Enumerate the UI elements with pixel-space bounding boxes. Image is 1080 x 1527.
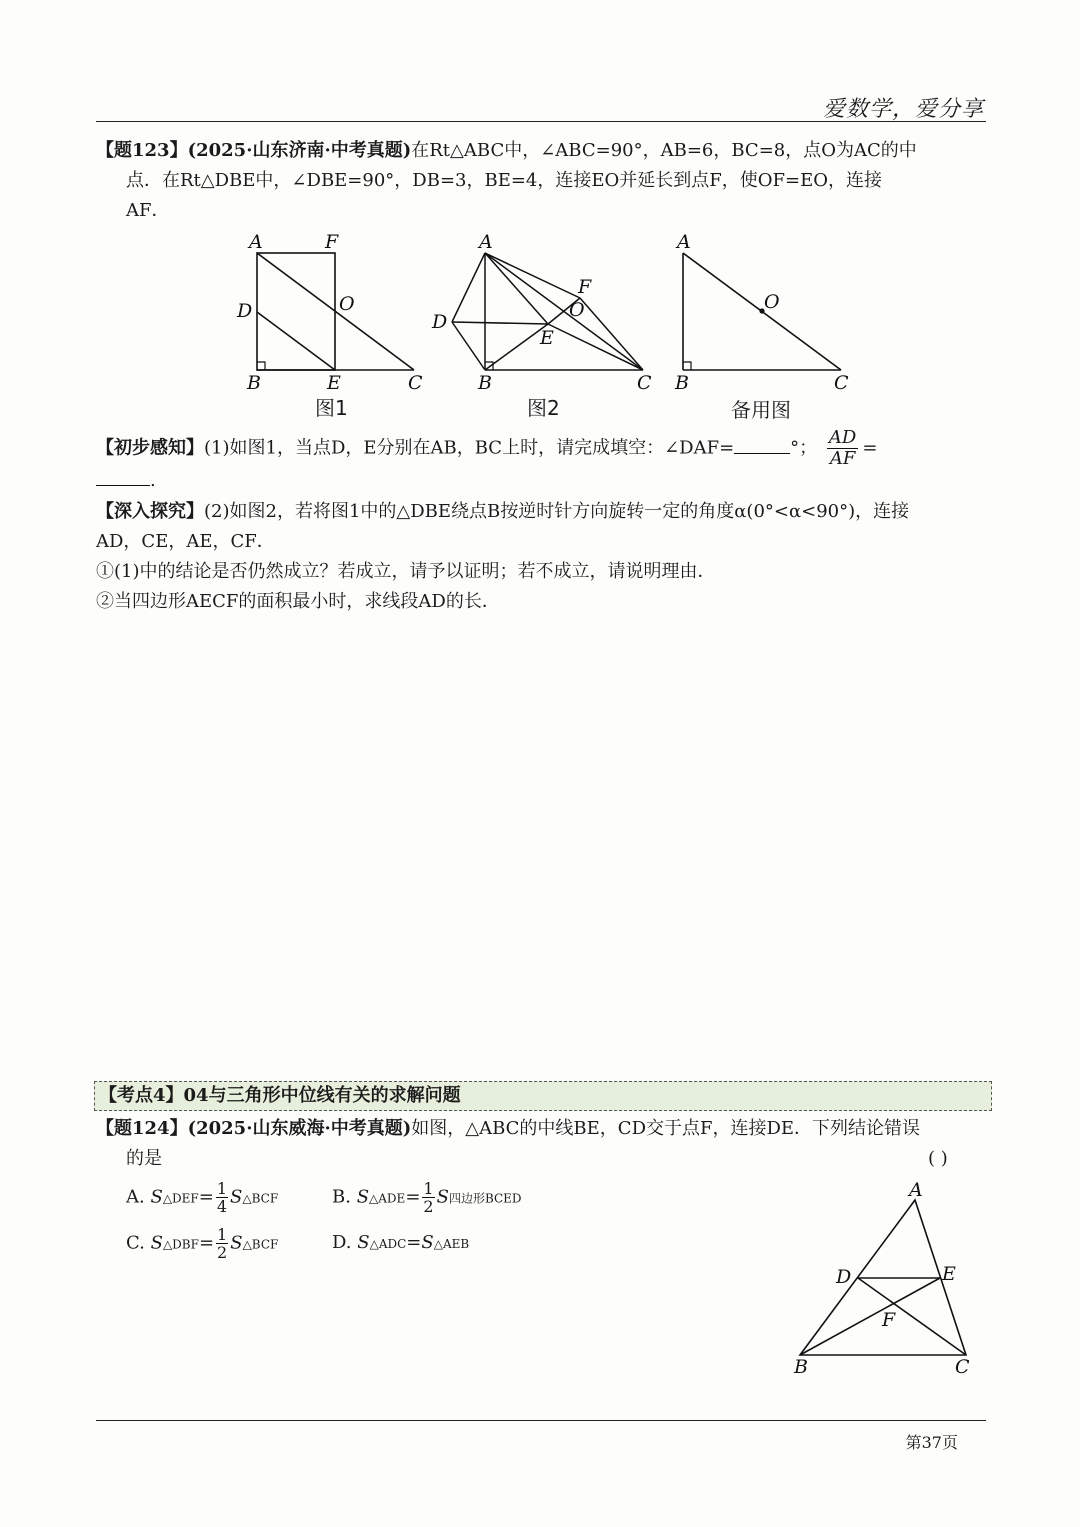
fig1-label-f: F — [325, 231, 339, 253]
fig2-line-de — [452, 322, 548, 324]
part1-degree: °； — [790, 437, 818, 459]
footer-rule — [96, 1420, 986, 1421]
q124-label-e: E — [942, 1263, 956, 1285]
option-b-num: 1 — [423, 1179, 434, 1198]
option-a-fraction — [216, 1180, 228, 1215]
fig2-label-c: C — [637, 372, 652, 394]
q123-part2-line1 — [96, 497, 909, 527]
q124-source: (2025·山东威海·中考真题) — [187, 1118, 412, 1139]
option-c-den: 2 — [217, 1243, 228, 1262]
fig3-label-a: A — [677, 231, 691, 253]
option-c-fraction — [216, 1226, 228, 1261]
part1-frac-num: AD — [828, 427, 857, 448]
fig1-label-a: A — [249, 231, 263, 253]
part1-frac-den: AF — [829, 448, 856, 469]
part1-tag: 【初步感知】 — [96, 437, 204, 459]
fig2-line-ad — [452, 253, 485, 322]
part1-fraction — [827, 428, 858, 469]
part1-answer-blank-angle[interactable] — [734, 435, 790, 454]
fig2-label-a: A — [479, 231, 493, 253]
fig2-label-e: E — [540, 327, 554, 349]
q124-label-a: A — [909, 1179, 923, 1201]
option-c-eq: = — [198, 1232, 215, 1254]
figure-2 — [452, 253, 643, 370]
q124-label-c: C — [955, 1356, 970, 1378]
option-c-num: 1 — [217, 1225, 228, 1244]
fig2-line-be — [485, 324, 548, 370]
q123-part1 — [96, 428, 877, 469]
fig1-rectangle — [257, 253, 335, 370]
option-b-right-sub: 四边形BCED — [448, 1191, 522, 1206]
fig2-caption: 图2 — [527, 396, 560, 420]
part2-line1: (2)如图2，若将图1中的△DBE绕点B按逆时针方向旋转一定的角度α(0°<α<90°)，连接 — [204, 501, 910, 522]
figure-1 — [257, 253, 414, 370]
fig1-caption: 图1 — [315, 396, 348, 420]
q123-line2: 点．在Rt△DBE中，∠DBE=90°，DB=3，BE=4，连接EO并延长到点F，使OF=EO，连接 — [126, 170, 882, 191]
fig1-label-b: B — [247, 372, 261, 394]
fig3-right-angle — [683, 362, 691, 370]
q123-line1: 在Rt△ABC中，∠ABC=90°，AB=6，BC=8，点O为AC的中 — [411, 140, 917, 161]
fig1-label-o: O — [339, 293, 355, 315]
fig2-line-db — [452, 322, 485, 370]
option-a-left-sub: △DEF — [162, 1191, 199, 1206]
option-c-left: S — [150, 1232, 163, 1254]
q124-tag: 【题124】 — [96, 1118, 188, 1139]
header-slogan: 爱数学，爱分享 — [822, 97, 984, 122]
option-a-eq: = — [198, 1186, 214, 1208]
option-b-left: S — [356, 1186, 370, 1208]
fig1-line-de — [257, 312, 335, 370]
topic-heading: 【考点4】04与三角形中位线有关的求解问题 — [94, 1081, 992, 1111]
option-c-right-sub: △BCF — [242, 1237, 279, 1252]
option-b-left-sub: △ADE — [369, 1191, 406, 1206]
q124-line-be — [800, 1278, 940, 1355]
fig1-label-e: E — [327, 372, 341, 394]
option-d-right-sub: △AEB — [433, 1237, 470, 1251]
option-b-eq: = — [405, 1186, 421, 1208]
fig2-line-fc — [580, 298, 643, 370]
part2-line2: AD，CE，AE，CF． — [96, 531, 275, 552]
option-c-left-sub: △DBF — [162, 1237, 199, 1252]
option-d-right: S — [421, 1232, 434, 1253]
part1-eq: = — [862, 437, 878, 459]
fig2-label-d: D — [432, 311, 448, 333]
fig2-label-f: F — [578, 276, 592, 298]
part2-tag: 【深入探究】 — [96, 501, 204, 522]
q124-text-line1: 如图，△ABC的中线BE，CD交于点F，连接DE．下列结论错误 — [411, 1118, 921, 1139]
part2-sub1: ①(1)中的结论是否仍然成立？若成立，请予以证明；若不成立，请说明理由． — [96, 561, 716, 582]
fig2-line-ae — [485, 253, 548, 324]
q123-tag: 【题123】 — [96, 140, 188, 161]
q124-line2: 的是 — [126, 1148, 162, 1169]
fig2-label-o: O — [569, 299, 585, 321]
option-b-label: B. — [332, 1186, 351, 1208]
part1-text: (1)如图1，当点D，E分别在AB，BC上时，请完成填空：∠DAF= — [204, 437, 735, 459]
option-a-right: S — [230, 1186, 243, 1208]
option-a-den: 4 — [216, 1197, 228, 1216]
q124-line-cd — [858, 1278, 966, 1355]
option-a-right-sub: △BCF — [242, 1191, 279, 1206]
fig1-label-c: C — [408, 372, 423, 394]
q124-line1 — [96, 1114, 920, 1144]
fig1-right-angle — [257, 362, 265, 370]
option-a-left: S — [150, 1186, 163, 1208]
part1-answer-blank-ratio[interactable] — [96, 467, 150, 486]
q124-label-d: D — [836, 1266, 852, 1288]
fig1-label-d: D — [237, 300, 253, 322]
fig3-label-b: B — [675, 372, 689, 394]
q124-figure — [780, 1170, 1000, 1390]
q123-figures — [0, 0, 1080, 430]
fig2-label-b: B — [478, 372, 492, 394]
option-d-left-sub: △ADC — [369, 1237, 407, 1251]
q123-source: (2025·山东济南·中考真题) — [187, 140, 412, 161]
option-b-right: S — [436, 1186, 449, 1208]
q123-line3: AF． — [126, 200, 170, 221]
option-a-label: A. — [126, 1186, 145, 1208]
option-c-label: C. — [126, 1232, 145, 1254]
q124-label-b: B — [794, 1356, 808, 1378]
option-d[interactable] — [332, 1232, 469, 1253]
option-c-right: S — [230, 1232, 243, 1254]
part2-sub2: ②当四边形AECF的面积最小时，求线段AD的长． — [96, 591, 500, 612]
q124-answer-paren[interactable]: ( ) — [928, 1148, 948, 1169]
q123-part1-cont — [96, 466, 156, 496]
option-d-eq: = — [406, 1232, 422, 1253]
fig2-line-af — [485, 253, 580, 298]
option-d-left: S — [357, 1232, 370, 1253]
fig3-label-o: O — [764, 291, 780, 313]
fig3-caption: 备用图 — [731, 398, 791, 422]
page-number: 第37页 — [905, 1433, 958, 1452]
option-b-den: 2 — [423, 1197, 434, 1216]
option-a[interactable] — [126, 1180, 278, 1215]
fig3-label-c: C — [834, 372, 849, 394]
part1-end: . — [150, 470, 156, 491]
option-d-label: D. — [332, 1232, 352, 1253]
q124-label-f: F — [882, 1309, 896, 1331]
option-b-fraction — [422, 1180, 434, 1215]
option-c[interactable] — [126, 1226, 278, 1261]
fig2-line-ec — [548, 324, 643, 370]
option-b[interactable] — [332, 1180, 522, 1215]
option-a-num: 1 — [216, 1179, 228, 1198]
